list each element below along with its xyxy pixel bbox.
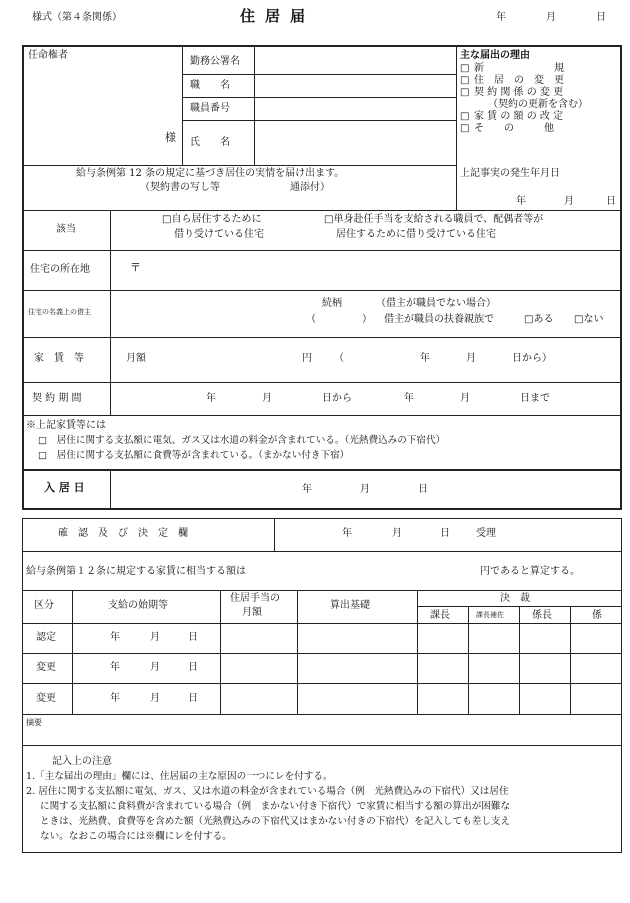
note-utilities-checkbox[interactable]: □ 居住に関する支払額に電気、ガス又は水道の料金が含まれている。（光熱費込みの下宿代） [38,435,446,446]
row-2-month: 月 [150,662,160,673]
attachment-count: 通添付） [290,182,330,193]
receipt-day: 日 [440,528,450,539]
contract-year-1: 年 [206,393,216,404]
col-staff: 係 [592,610,602,621]
row-2-year: 年 [110,662,120,673]
contract-month-1: 月 [262,393,272,404]
row-1-month: 月 [150,632,160,643]
col-basis: 算出基礎 [330,600,370,611]
header-date-year: 年 [496,12,506,23]
rent-paren: （ [334,353,344,364]
reason-label: 契 約 関 係 の 変 更 [474,87,564,98]
postal-mark: 〒 [130,261,141,274]
contract-until: 日まで [520,393,550,404]
owner-label: 住宅の名義上の借主 [28,308,91,316]
appointer-label: 任命権者 [28,50,68,61]
rent-year: 年 [420,353,430,364]
reason-item[interactable] [460,123,554,135]
note-meals-checkbox[interactable]: □ 居住に関する支払額に食費等が含まれている。（まかない付き下宿） [38,450,350,461]
receipt-year: 年 [342,528,352,539]
workplace-label: 勤務公署名 [190,56,240,67]
staff-number-label: 職員番号 [190,103,230,114]
reasons-title: 主な届出の理由 [460,50,530,61]
col-section-chief: 課長 [430,610,450,621]
page-title: 住居届 [240,7,316,25]
reason-label: そ の 他 [474,123,554,134]
rent-equivalent-end: 円であると算定する。 [480,566,580,577]
reason-label: （契約の更新を含む） [488,99,588,110]
rent-monthly-label: 月額 [126,353,146,364]
position-label: 職 名 [190,80,230,91]
move-in-month: 月 [360,484,370,495]
row-2-day: 日 [188,662,198,673]
confirmation-title: 確 認 及 び 決 定 欄 [58,528,188,539]
note-1: 1.「主な届出の理由」欄には、住居届の主な原因の一つにレを付する。 [26,771,333,782]
row-3-day: 日 [188,693,198,704]
reason-checkbox[interactable]: □ [460,75,470,86]
col-start: 支給の始期等 [108,600,168,611]
relation-note: （借主が職員でない場合） [376,298,496,309]
occurrence-label: 上記事実の発生年月日 [460,168,560,179]
address-field[interactable] [148,252,618,288]
reason-checkbox[interactable]: □ [460,63,470,74]
relation-label: 続柄 [322,298,342,309]
staff-number-field[interactable] [254,99,456,119]
note-title: ※上記家賃等には [26,420,106,431]
contract-month-2: 月 [460,393,470,404]
rent-yen: 円 [302,353,312,364]
name-label: 氏 名 [190,137,230,148]
contract-label: 契 約 期 間 [32,393,82,404]
rent-equivalent-statement: 給与条例第１２条に規定する家賃に相当する額は [26,566,246,577]
reason-label: 住 居 の 変 更 [474,75,564,86]
col-type: 区分 [34,600,54,611]
note-2-line-4: ない。なおこの場合には※欄にレを付する。 [40,831,232,842]
name-field[interactable] [254,122,456,164]
relation-paren-open: （ [306,314,316,325]
contract-from: 日から [322,393,352,404]
position-field[interactable] [254,76,456,96]
move-in-year: 年 [302,484,312,495]
notes-title: 記入上の注意 [52,756,112,767]
dependent-no-checkbox[interactable]: □ない [574,314,604,325]
note-2-line-3: ときは、光熱費、食費等を含めた額（光熱費込みの下宿代又はまかない付きの下宿代）を記入しても差し支え [40,816,511,827]
col-decision: 決 裁 [500,593,530,604]
receipt-month: 月 [392,528,402,539]
reason-item[interactable] [460,63,564,75]
reason-label: 新 規 [474,63,564,74]
dependent-yes-checkbox[interactable]: □ある [524,314,554,325]
row-2-type: 変更 [36,662,56,673]
row-1-day: 日 [188,632,198,643]
rent-from: 日から） [512,353,552,364]
option-spouse-residence-line2: 居住するために借り受けている住宅 [336,229,496,240]
rent-month: 月 [466,353,476,364]
reason-label: 家 賃 の 額 の 改 定 [474,111,564,122]
header-date-day: 日 [596,12,606,23]
row-3-type: 変更 [36,693,56,704]
applicable-label: 該当 [56,224,76,235]
option-self-residence[interactable]: □自ら居住するために [162,214,262,225]
contract-year-2: 年 [404,393,414,404]
form-number: 様式（第４条関係） [32,12,122,23]
workplace-field[interactable] [254,55,456,73]
reason-checkbox[interactable]: □ [460,87,470,98]
col-subsection-chief: 係長 [532,610,552,621]
dependent-text: 借主が職員の扶養親族で [384,314,494,325]
option-spouse-residence[interactable]: □単身赴任手当を支給される職員で、配偶者等が [324,214,544,225]
occurrence-year: 年 [516,196,526,207]
occurrence-month: 月 [564,196,574,207]
note-2-line-1: 2. 居住に関する支払額に電気、ガス、又は水道の料金が含まれている場合（例 光熱費込みの下宿代）又は居住 [26,786,509,797]
attachment-note: （契約書の写し等 [140,182,220,193]
reason-checkbox[interactable]: □ [460,111,470,122]
relation-paren-close: ） [362,314,372,325]
rent-label: 家 賃 等 [34,353,84,364]
option-self-residence-line2: 借り受けている住宅 [174,229,264,240]
move-in-label: 入 居 日 [44,481,85,494]
reason-item[interactable] [460,111,563,123]
header-date-month: 月 [546,12,556,23]
honorific-sama: 様 [165,131,176,144]
reason-checkbox[interactable]: □ [460,123,470,134]
reason-item [460,99,588,111]
row-1-year: 年 [110,632,120,643]
reason-item[interactable] [460,75,564,87]
address-label: 住宅の所在地 [30,264,90,275]
row-3-month: 月 [150,693,160,704]
summary-label: 摘要 [26,718,42,727]
row-1-type: 認定 [36,632,56,643]
reason-item[interactable] [460,87,563,99]
col-assistant-chief: 課長補佐 [476,611,504,619]
col-allowance-2: 月額 [242,607,262,618]
declaration-text: 給与条例第 12 条の規定に基づき居住の実情を届け出ます。 [76,168,345,179]
receipt-received: 受理 [476,528,496,539]
row-3-year: 年 [110,693,120,704]
move-in-day: 日 [418,484,428,495]
occurrence-day: 日 [606,196,616,207]
note-2-line-2: に関する支払額に食料費が含まれている場合（例 まかない付き下宿代）で家賃に相当する額の算出が困難な [40,801,511,812]
col-allowance-1: 住居手当の [230,593,280,604]
